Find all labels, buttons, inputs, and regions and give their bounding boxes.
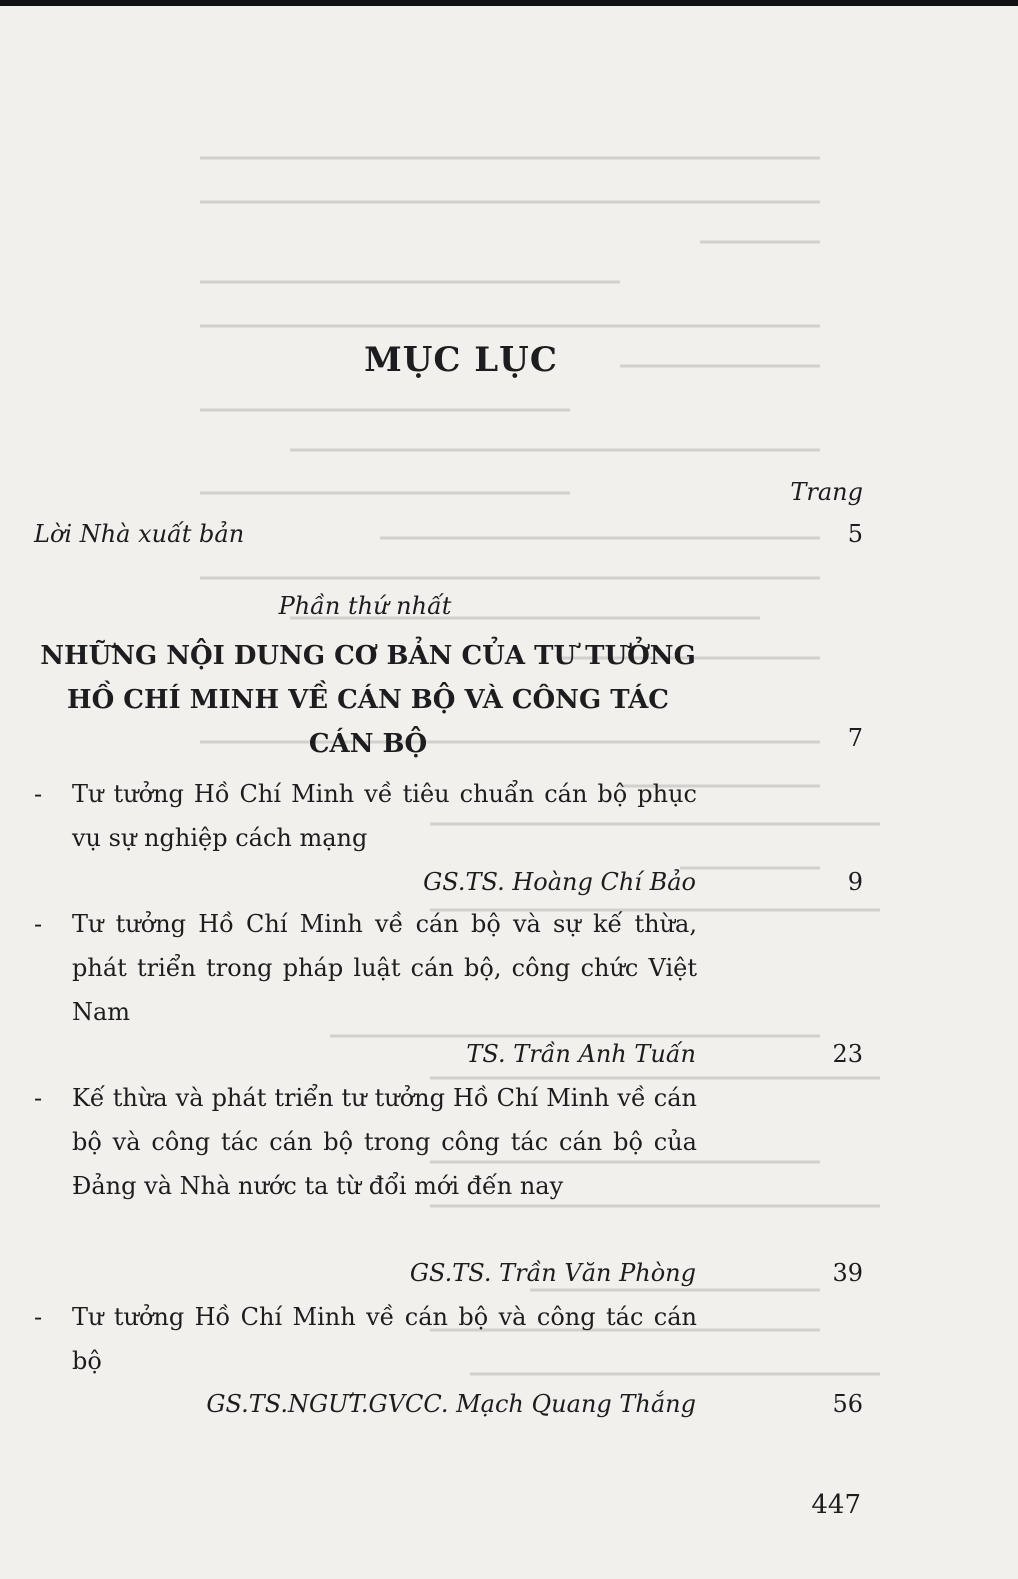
entry-page: 56 <box>832 1390 863 1418</box>
entry-author: GS.TS.NGƯT.GVCC. Mạch Quang Thắng <box>206 1390 696 1418</box>
entry-page: 39 <box>832 1259 863 1287</box>
page-column-label: Trang <box>790 478 863 506</box>
part-title: NHỮNG NỘI DUNG CƠ BẢN CỦA TƯ TƯỞNG HỒ CHÍ MINH VỀ CÁN BỘ VÀ CÔNG TÁC CÁN BỘ <box>40 641 696 759</box>
entry-dash: - <box>34 1084 43 1112</box>
entry-dash: - <box>34 910 43 938</box>
entry-page: 9 <box>847 868 863 896</box>
entry-title: Tư tưởng Hồ Chí Minh về tiêu chuẩn cán bộ phục vụ sự nghiệp cách mạng <box>72 780 697 852</box>
entry-author: TS. Trần Anh Tuấn <box>466 1040 696 1068</box>
entry-dash: - <box>34 1303 43 1331</box>
entry-title: Tư tưởng Hồ Chí Minh về cán bộ và công tác cán bộ <box>72 1303 697 1375</box>
entry-title: Kế thừa và phát triển tư tưởng Hồ Chí Minh về cán bộ và công tác cán bộ trong công tác cán bộ của Đảng và Nhà nước ta từ đổi mới đến nay <box>72 1084 697 1200</box>
entry-dash: - <box>34 780 43 808</box>
part-label: Phần thứ nhất <box>278 592 452 620</box>
page-number: 447 <box>811 1490 861 1520</box>
entry-author: GS.TS. Hoàng Chí Bảo <box>423 868 696 896</box>
part-page: 7 <box>847 724 863 752</box>
entry-page: 23 <box>832 1040 863 1068</box>
preface-page: 5 <box>847 520 863 548</box>
entry-title: Tư tưởng Hồ Chí Minh về cán bộ và sự kế thừa, phát triển trong pháp luật cán bộ, công chức Việt Nam <box>72 910 697 1026</box>
page-title: MỤC LỤC <box>364 340 558 380</box>
entry-author: GS.TS. Trần Văn Phòng <box>409 1259 696 1287</box>
preface-title: Lời Nhà xuất bản <box>34 520 245 548</box>
